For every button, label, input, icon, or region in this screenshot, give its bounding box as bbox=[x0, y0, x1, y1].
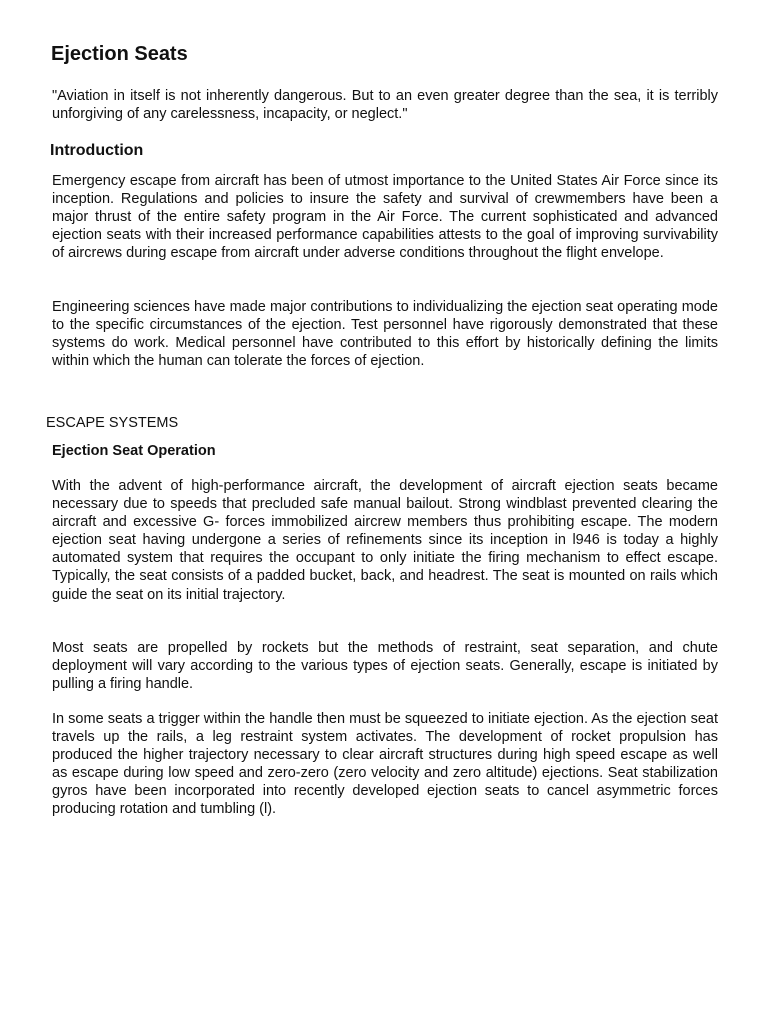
ejection-seat-operation-heading: Ejection Seat Operation bbox=[52, 443, 216, 459]
escape-systems-heading: ESCAPE SYSTEMS bbox=[46, 415, 179, 431]
escape-systems-paragraph-2: Most seats are propelled by rockets but the methods of restraint, seat separation, and chute deployment will vary according to the various types of ejection seats. Generally, escape is initiated by pulling a firing handle. bbox=[52, 640, 718, 693]
introduction-paragraph-1: Emergency escape from aircraft has been of utmost importance to the United States Air Force since its inception. Regulations and policies to insure the safety and survival of crewmembers have been a major thrust of the entire safety program in the Air Force. The current sophisticated and advanced ejection seats with their increased performance capabilities attests to the goal of improving survivability of aircrews during escape from aircraft under adverse conditions throughout the flight envelope. bbox=[52, 173, 718, 262]
escape-systems-paragraph-3: In some seats a trigger within the handle then must be squeezed to initiate ejection. As the ejection seat travels up the rails, a leg restraint system activates. The development of rocket propulsion has produced the higher trajectory necessary to clear aircraft structures during high speed escape as well as escape during low speed and zero-zero (zero velocity and zero altitude) ejections. Seat stabilization gyros have been incorporated into recently developed ejection seats to cancel asymmetric forces producing rotation and tumbling (l). bbox=[52, 711, 718, 818]
introduction-paragraph-2: Engineering sciences have made major contributions to individualizing the ejection seat operating mode to the specific circumstances of the ejection. Test personnel have rigorously demonstrated that these systems do work. Medical personnel have contributed to this effort by historically defining the limits within which the human can tolerate the forces of ejection. bbox=[52, 299, 718, 370]
introduction-heading: Introduction bbox=[50, 142, 144, 159]
escape-systems-paragraph-1: With the advent of high-performance aircraft, the development of aircraft ejection seats became necessary due to speeds that precluded safe manual bailout. Strong windblast prevented clearing the aircraft and excessive G- forces immobilized aircrew members thus prohibiting escape. The modern ejection seat having undergone a series of refinements since its inception in l946 is today a highly automated system that requires the occupant to only initiate the firing mechanism to effect escape. Typically, the seat consists of a padded bucket, back, and headrest. The seat is mounted on rails which guide the seat on its initial trajectory. bbox=[52, 478, 718, 603]
document-title: Ejection Seats bbox=[51, 43, 188, 65]
epigraph-quote: "Aviation in itself is not inherently dangerous. But to an even greater degree than the sea, it is terribly unforgiving of any carelessness, incapacity, or neglect." bbox=[52, 88, 718, 122]
